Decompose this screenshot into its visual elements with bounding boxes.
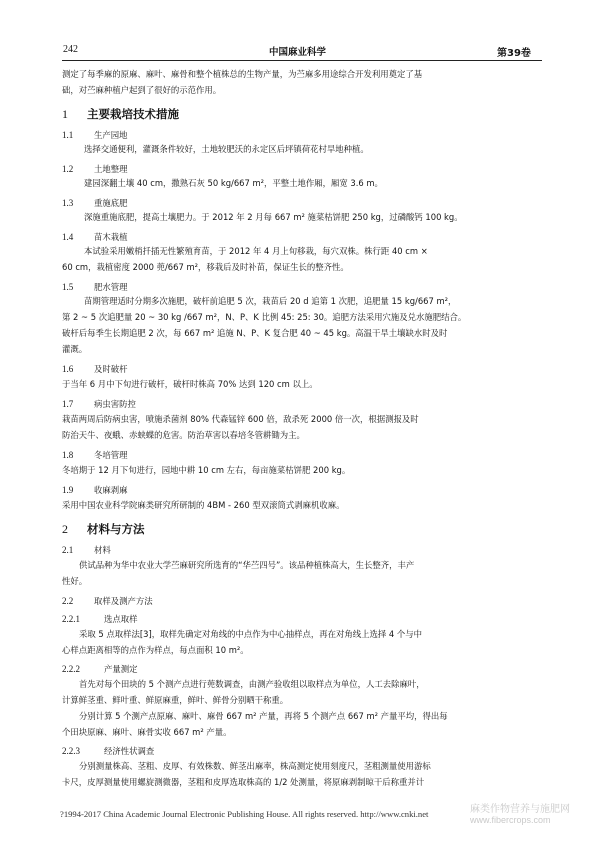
subsubsection-heading: 2.2.3 经济性状调查 [62,746,155,756]
running-header [0,44,595,58]
site-watermark [470,804,570,825]
body-line: 采用中国农业科学院麻类研究所研制的 4BM - 260 型双滚筒式剥麻机收麻。 [62,500,345,510]
subsection-heading: 1.1 生产园地 [62,130,128,140]
body-line: 计算鲜茎重、鲜叶重、鲜原麻重，鲜叶、鲜骨分别晒干称重。 [62,695,289,705]
subsection-heading: 2.2 取样及测产方法 [62,596,153,606]
copyright-line: ?1994-2017 China Academic Journal Electronic Publishing House. All rights reserved. http://www.cnki.net [60,809,429,819]
subsubsection-heading: 2.2.2 产量测定 [62,664,138,674]
subsection-heading: 1.7 病虫害防控 [62,399,136,409]
body-line: 建园深翻土壤 40 cm，撒熟石灰 50 kg/667 m²，平整土地作厢，厢宽 3.6 m。 [84,178,383,188]
article-body [62,66,544,790]
body-line: 防治天牛、夜蛾、赤蛱蝶的危害。防治草害以春培冬管耕锄为主。 [62,430,305,440]
body-line: 分别测量株高、茎粗、皮厚、有效株数、鲜茎出麻率，株高测定使用刻度尺，茎粗测量使用游标 [79,761,431,771]
header-rule [62,60,542,61]
body-line: 第 2 ~ 5 次追肥量 20 ~ 30 kg /667 m²，N、P、K 比例 45: 25: 30。追肥方法采用穴施及兑水施肥结合。 [62,312,467,322]
body-line: 供试品种为华中农业大学苎麻研究所选育的“华苎四号”。该品种植株高大，生长整齐，丰产 [79,560,415,570]
intro-line: 础，对苎麻种植户起到了很好的示范作用。 [62,85,222,95]
subsection-heading: 1.3 重施底肥 [62,198,128,208]
page-number: 242 [63,44,78,55]
subsection-heading: 1.2 土地整理 [62,164,128,174]
watermark-text: 麻类作物营养与施肥网 [470,804,570,815]
body-line: 于当年 6 月中下旬进行破杆，破杆时株高 70% 达到 120 cm 以上。 [62,379,318,389]
watermark-url: www.fibercrops.com [470,815,551,825]
body-line: 本试验采用嫩梢扦插无性繁殖育苗，于 2012 年 4 月上旬移栽，每穴双株。株行距 40 cm × [84,246,428,256]
subsection-heading: 1.8 冬培管理 [62,450,128,460]
body-line: 冬培期于 12 月下旬进行，园地中耕 10 cm 左右，每亩施菜枯饼肥 200 kg。 [62,465,351,475]
body-line: 苗期管理适时分期多次施肥，破杆前追肥 5 次，栽苗后 20 d 追第 1 次肥，追肥量 15 kg/667 m²， [84,296,457,306]
subsection-heading: 1.6 及时破杆 [62,364,128,374]
body-line: 破杆后每季生长期追肥 2 次，每 667 m² 追施 N、P、K 复合肥 40 ~ 45 kg。高温干旱土壤缺水时及时 [62,328,448,338]
subsection-heading: 1.5 肥水管理 [62,282,128,292]
intro-line: 测定了每季麻的原麻、麻叶、麻骨和整个植株总的生物产量，为苎麻多用途综合开发利用奠定了基 [62,69,423,79]
body-line: 分别计算 5 个测产点原麻、麻叶、麻骨 667 m² 产量，再将 5 个测产点 667 m² 产量平均，得出每 [79,711,448,721]
body-line: 卡尺，皮厚测量使用螺旋测微器，茎粗和皮厚选取株高的 1/2 处测量，将原麻剥制晾干后称重并计 [62,777,425,787]
section-heading: 2 材料与方法 [62,522,145,536]
body-line: 采取 5 点取样法[3]，取样先确定对角线的中点作为中心抽样点，再在对角线上选择 4 个与中 [79,629,423,639]
subsubsection-heading: 2.2.1 选点取样 [62,614,138,624]
section-heading: 1 主要栽培技术措施 [62,107,179,121]
subsection-heading: 1.9 收麻剥麻 [62,485,128,495]
body-line: 性好。 [62,576,88,586]
journal-name: 中国麻业科学 [268,47,326,58]
subsection-heading: 1.4 苗木栽植 [62,232,128,242]
body-line: 选择交通便利，灌溉条件较好，土地较肥沃的永定区后坪镇荷花村旱地种植。 [84,144,369,154]
body-line: 个田块原麻、麻叶、麻骨实收 667 m² 产量。 [62,727,232,737]
body-line: 首先对每个田块的 5 个测产点进行蔸数调查，由测产验收组以取样点为单位，人工去除麻叶， [79,679,425,689]
body-line: 60 cm，栽植密度 2000 蔸/667 m²，移栽后及时补苗，保证生长的整齐性。 [62,262,349,272]
subsection-heading: 2.1 材料 [62,545,111,555]
body-line: 灌溉。 [62,344,88,354]
body-line: 心样点距离相等的点作为样点，每点面积 10 m²。 [62,645,249,655]
volume-label: 第39卷 [497,48,531,59]
body-line: 深施重施底肥，提高土壤肥力。于 2012 年 2 月每 667 m² 施菜枯饼肥 250 kg，过磷酸钙 100 kg。 [84,212,463,222]
body-line: 栽苗两周后防病虫害，喷施杀菌剂 80% 代森锰锌 600 倍，敌杀死 2000 倍一次，根据测报及时 [62,414,419,424]
